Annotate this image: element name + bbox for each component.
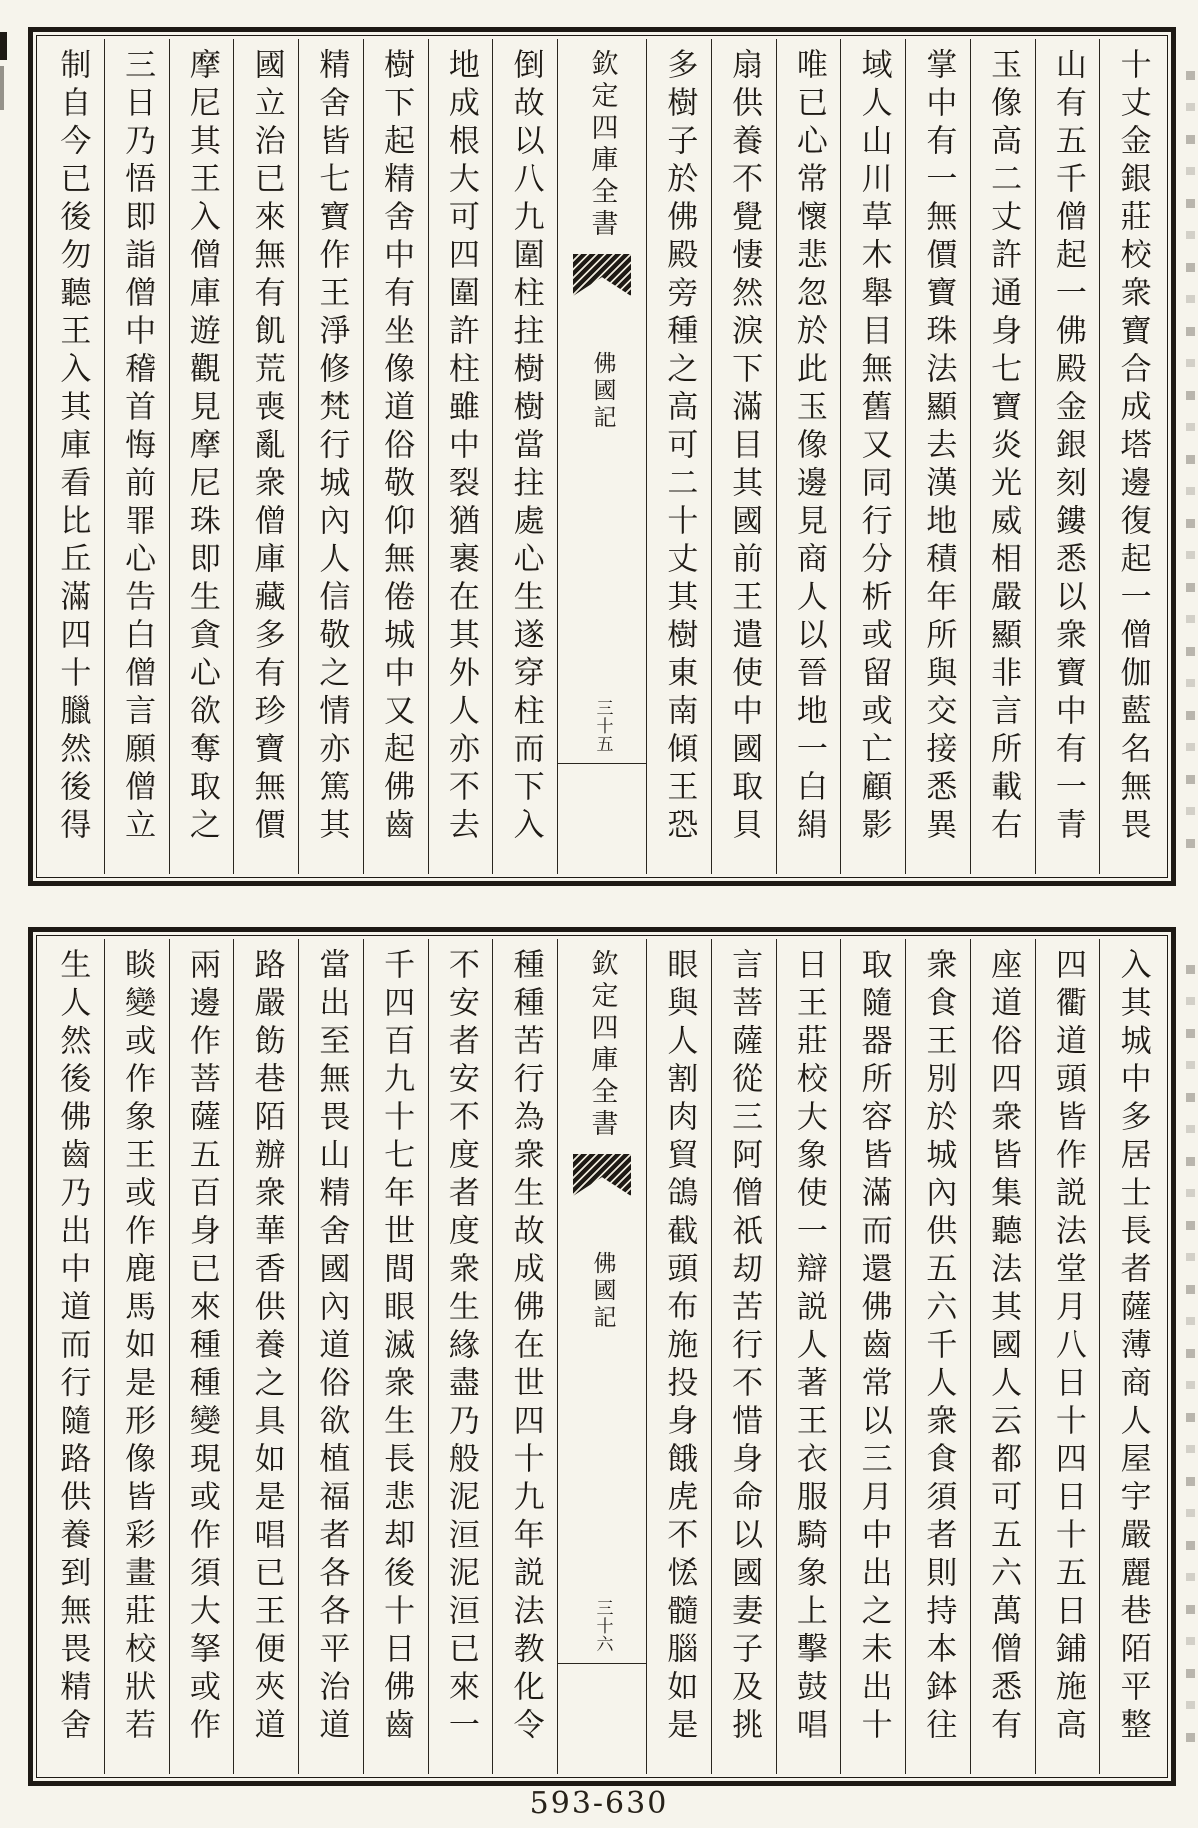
text-column: [233, 939, 298, 1774]
text-column: [428, 939, 493, 1774]
column-text: 眼與人割肉貿鴿截頭布施投身餓虎不恡髓腦如是: [661, 948, 698, 1746]
banxin-folio-number: 三十六: [592, 1599, 613, 1653]
column-text: 域人山川草木舉目無舊又同行分析或留或亡顧影: [855, 48, 892, 846]
text-column: [492, 39, 557, 874]
column-text: 掌中有一無價寶珠法顯去漢地積年所與交接悉異: [920, 48, 957, 846]
column-text: 精舍皆七寶作王淨修梵行城內人信敬之情亦篤其: [313, 48, 350, 846]
column-text: 種種苦行為衆生故成佛在世四十九年説法教化令: [507, 948, 544, 1746]
column-text: 摩尼其王入僧庫遊觀見摩尼珠即生貪心欲奪取之: [183, 48, 220, 846]
column-text: 不安者安不度者度衆生緣盡乃般泥洹泥洹已來一: [442, 948, 479, 1746]
banxin-rule: [558, 763, 646, 764]
column-text: 日王莊校大象使一辯説人著王衣服騎象上擊鼓唱: [790, 948, 827, 1746]
fishtail-ornament: [573, 254, 631, 296]
text-column: [840, 939, 905, 1774]
column-text: 取隨器所容皆滿而還佛齒常以三月中出之未出十: [855, 948, 892, 1746]
text-column: [104, 39, 169, 874]
column-text: 唯已心常懷悲忽於此玉像邊見商人以晉地一白絹: [790, 48, 827, 846]
column-text: 千四百九十七年世間眼滅衆生長悲却後十日佛齒: [378, 948, 415, 1746]
column-text: 倒故以八九圍柱拄樹樹當拄處心生遂穿柱而下入: [507, 48, 544, 846]
text-column: [104, 939, 169, 1774]
column-text: 當出至無畏山精舍國內道俗欲植福者各各平治道: [313, 948, 350, 1746]
lower-leaf-frame: [28, 927, 1176, 1786]
text-column: [1099, 939, 1164, 1774]
column-text: 兩邊作菩薩五百身已來種種變現或作須大拏或作: [183, 948, 220, 1746]
text-column: [970, 939, 1035, 1774]
column-text: 多樹子於佛殿旁種之高可二十丈其樹東南傾王恐: [661, 48, 698, 846]
upper-leaf-frame: [28, 27, 1176, 886]
column-text: 生人然後佛齒乃出中道而行隨路供養到無畏精舍: [54, 948, 91, 1746]
page-edge-bleed: [1186, 58, 1195, 848]
text-column: [298, 939, 363, 1774]
text-column: [169, 939, 234, 1774]
text-column: [711, 939, 776, 1774]
banxin-series-title: 欽定四庫全書: [586, 49, 618, 241]
column-text: 路嚴飭巷陌辦衆華香供養之具如是唱已王便夾道: [248, 948, 285, 1746]
banxin-series-title: 欽定四庫全書: [586, 949, 618, 1141]
upper-leaf-columns: [40, 39, 1164, 874]
text-column: [363, 39, 428, 874]
column-text: 四衢道頭皆作説法堂月八日十四日十五日鋪施高: [1049, 948, 1086, 1746]
banxin-book-title: 佛國記: [589, 1251, 616, 1332]
text-column: [776, 939, 841, 1774]
scan-speck: [0, 32, 7, 60]
column-text: 樹下起精舍中有坐像道俗敬仰無倦城中又起佛齒: [378, 48, 415, 846]
banxin-column: [557, 939, 646, 1774]
column-text: 扇供養不覺悽然淚下滿目其國前王遣使中國取貝: [726, 48, 763, 846]
lower-leaf-columns: [40, 939, 1164, 1774]
text-column: [363, 939, 428, 1774]
text-column: [646, 39, 711, 874]
text-column: [428, 39, 493, 874]
banxin-book-title: 佛國記: [589, 351, 616, 432]
text-column: [840, 39, 905, 874]
banxin-folio-number: 三十五: [592, 699, 613, 753]
text-column: [492, 939, 557, 1774]
text-column: [711, 39, 776, 874]
column-text: 衆食王別於城內供五六千人衆食須者則持本鉢往: [920, 948, 957, 1746]
column-text: 地成根大可四圍許柱雖中裂猶裹在其外人亦不去: [442, 48, 479, 846]
text-column: [169, 39, 234, 874]
scan-speck: [0, 66, 4, 110]
text-column: [1035, 939, 1100, 1774]
column-text: 制自今已後勿聽王入其庫看比丘滿四十臘然後得: [54, 48, 91, 846]
page-edge-bleed: [1186, 952, 1195, 1742]
column-text: 座道俗四衆皆集聽法其國人云都可五六萬僧悉有: [985, 948, 1022, 1746]
text-column: [40, 939, 104, 1774]
text-column: [1099, 39, 1164, 874]
banxin-column: [557, 39, 646, 874]
text-column: [970, 39, 1035, 874]
column-text: 玉像高二丈許通身七寶炎光威相嚴顯非言所載右: [985, 48, 1022, 846]
text-column: [905, 39, 970, 874]
column-text: 三日乃悟即詣僧中稽首悔前罪心告白僧言願僧立: [119, 48, 156, 846]
column-text: 睒變或作象王或作鹿馬如是形像皆彩畫莊校狀若: [119, 948, 156, 1746]
text-column: [40, 39, 104, 874]
column-text: 山有五千僧起一佛殿金銀刻鏤悉以衆寶中有一青: [1049, 48, 1086, 846]
banxin-rule: [558, 1663, 646, 1664]
text-column: [776, 39, 841, 874]
text-column: [1035, 39, 1100, 874]
column-text: 十丈金銀莊校衆寶合成塔邊復起一僧伽藍名無畏: [1114, 48, 1151, 846]
text-column: [298, 39, 363, 874]
text-column: [646, 939, 711, 1774]
column-text: 言菩薩從三阿僧祇刧苦行不惜身命以國妻子及挑: [726, 948, 763, 1746]
page-footer: 593-630: [529, 1786, 669, 1821]
text-column: [905, 939, 970, 1774]
column-text: 國立治已來無有飢荒喪亂衆僧庫藏多有珍寶無價: [248, 48, 285, 846]
text-column: [233, 39, 298, 874]
column-text: 入其城中多居士長者薩薄商人屋宇嚴麗巷陌平整: [1114, 948, 1151, 1746]
fishtail-ornament: [573, 1154, 631, 1196]
